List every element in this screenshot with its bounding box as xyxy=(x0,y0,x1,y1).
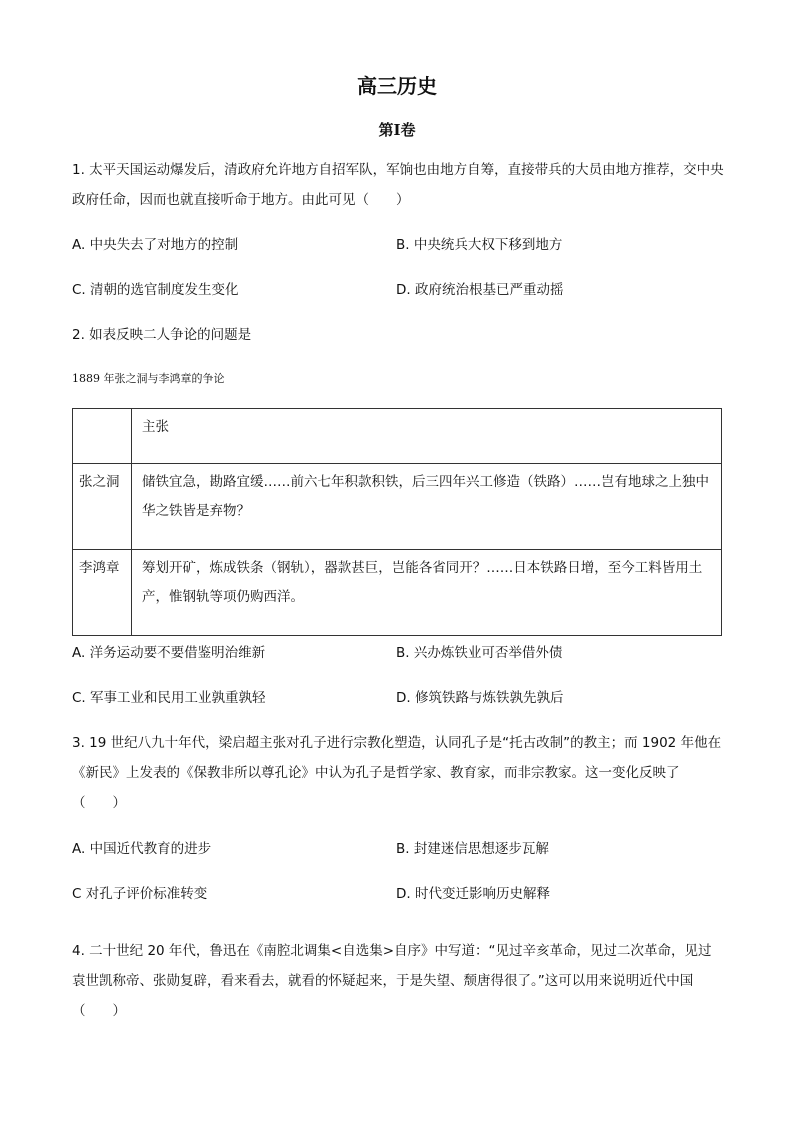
q2-option-c: C. 军事工业和民用工业孰重孰轻 xyxy=(72,690,266,706)
q2-option-b: B. 兴办炼铁业可否举借外债 xyxy=(396,645,563,661)
q1-option-c: C. 清朝的选官制度发生变化 xyxy=(72,282,239,298)
section-title: 第I卷 xyxy=(378,121,416,139)
table-caption: 1889 年张之洞与李鸿章的争论 xyxy=(72,372,225,385)
question-1-text: 1. 太平天国运动爆发后，清政府允许地方自招军队，军饷也由地方自筹，直接带兵的大员由地方推荐，交中央政府任命，因而也就直接听命于地方。由此可见（ ） xyxy=(72,162,724,208)
table-row xyxy=(73,550,722,636)
debate-table xyxy=(72,408,722,636)
table-header-cell: 主张 xyxy=(132,409,722,464)
q1-option-d: D. 政府统治根基已严重动摇 xyxy=(396,282,564,298)
q3-option-b: B. 封建迷信思想逐步瓦解 xyxy=(396,841,549,857)
table-header-row xyxy=(73,409,722,464)
q2-option-a: A. 洋务运动要不要借鉴明治维新 xyxy=(72,645,266,661)
question-4-text: 4. 二十世纪 20 年代，鲁迅在《南腔北调集<自选集>自序》中写道：“见过辛亥革命，见过二次革命，见过袁世凯称帝、张勋复辟，看来看去，就看的怀疑起来，于是失望、颓唐得很了。”这可以用来说明近代中国（ ） xyxy=(72,943,712,1019)
table-row-name: 李鸿章 xyxy=(73,550,132,636)
table-row xyxy=(73,464,722,550)
question-2-text: 2. 如表反映二人争论的问题是 xyxy=(72,327,252,343)
table-header-empty xyxy=(73,409,132,464)
page-title: 高三历史 xyxy=(357,74,437,98)
table-row-name: 张之洞 xyxy=(73,464,132,550)
q2-option-d: D. 修筑铁路与炼铁孰先孰后 xyxy=(396,690,564,706)
question-3-text: 3. 19 世纪八九十年代，梁启超主张对孔子进行宗教化塑造，认同孔子是“托古改制”的教主；而 1902 年他在《新民》上发表的《保教非所以尊孔论》中认为孔子是哲学家、教育家，而非宗教家。这一变化反映了（ ） xyxy=(72,735,722,811)
table-row-text: 筹划开矿，炼成铁条（钢轨），器款甚巨，岂能各省同开？……日本铁路日增，至今工料皆用土产，惟钢轨等项仍购西洋。 xyxy=(132,550,722,636)
q3-option-a: A. 中国近代教育的进步 xyxy=(72,841,212,857)
q1-option-a: A. 中央失去了对地方的控制 xyxy=(72,237,239,253)
q3-option-c: C 对孔子评价标准转变 xyxy=(72,886,208,902)
table-row-text: 储铁宜急，勘路宜缓……前六七年积款积铁，后三四年兴工修造（铁路）……岂有地球之上独中华之铁皆是弃物？ xyxy=(132,464,722,550)
q1-option-b: B. 中央统兵大权下移到地方 xyxy=(396,237,563,253)
q3-option-d: D. 时代变迁影响历史解释 xyxy=(396,886,550,902)
